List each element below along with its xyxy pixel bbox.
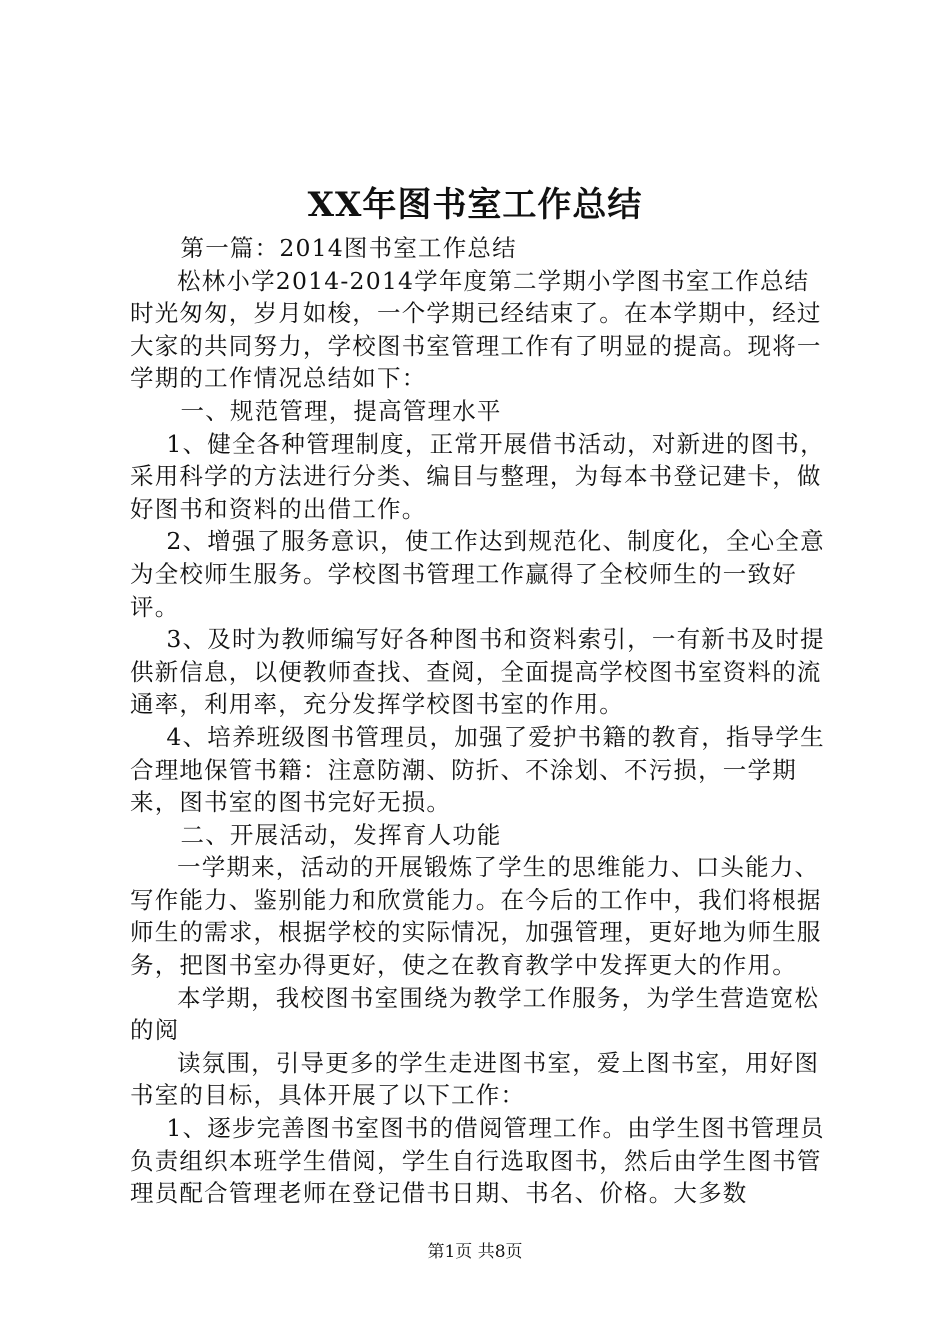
document-body — [130, 232, 835, 1210]
paragraph: 2、增强了服务意识，使工作达到规范化、制度化，全心全意为全校师生服务。学校图书管理工作赢得了全校师生的一致好评。 — [130, 527, 825, 621]
paragraph: 1、健全各种管理制度，正常开展借书活动，对新进的图书，采用科学的方法进行分类、编目与整理，为每本书登记建卡，做好图书和资料的出借工作。 — [130, 429, 825, 523]
document-title: XX年图书室工作总结 — [307, 185, 643, 225]
paragraph: 第一篇：2014图书室工作总结 — [180, 234, 517, 262]
paragraph: 读氛围，引导更多的学生走进图书室，爱上图书室，用好图书室的目标，具体开展了以下工作： — [130, 1048, 820, 1110]
section-heading: 一、规范管理，提高管理水平 — [180, 396, 502, 425]
paragraph: 一学期来，活动的开展锻炼了学生的思维能力、口头能力、写作能力、鉴别能力和欣赏能力。在今后的工作中，我们将根据师生的需求，根据学校的实际情况，加强管理，更好地为师生服务，把图书室办得更好，使之在教育教学中发挥更大的作用。 — [130, 853, 822, 980]
paragraph: 松林小学2014-2014学年度第二学期小学图书室工作总结 — [177, 266, 810, 295]
paragraph: 1、逐步完善图书室图书的借阅管理工作。由学生图书管理员负责组织本班学生借阅，学生自行选取图书，然后由学生图书管理员配合管理老师在登记借书日期、书名、价格。大多数 — [130, 1114, 825, 1208]
paragraph: 本学期，我校图书室围绕为教学工作服务，为学生营造宽松的阅 — [130, 983, 820, 1045]
paragraph: 4、培养班级图书管理员，加强了爱护书籍的教育，指导学生合理地保管书籍：注意防潮、防折、不涂划、不污损，一学期来，图书室的图书完好无损。 — [130, 722, 825, 817]
section-heading: 二、开展活动，发挥育人功能 — [180, 820, 502, 849]
paragraph: 时光匆匆，岁月如梭，一个学期已经结束了。在本学期中，经过大家的共同努力，学校图书室管理工作有了明显的提高。现将一学期的工作情况总结如下： — [130, 299, 822, 393]
page-footer: 第1页 共8页 — [427, 1242, 523, 1262]
paragraph: 3、及时为教师编写好各种图书和资料索引，一有新书及时提供新信息，以便教师查找、查阅，全面提高学校图书室资料的流通率，利用率，充分发挥学校图书室的作用。 — [130, 625, 825, 719]
